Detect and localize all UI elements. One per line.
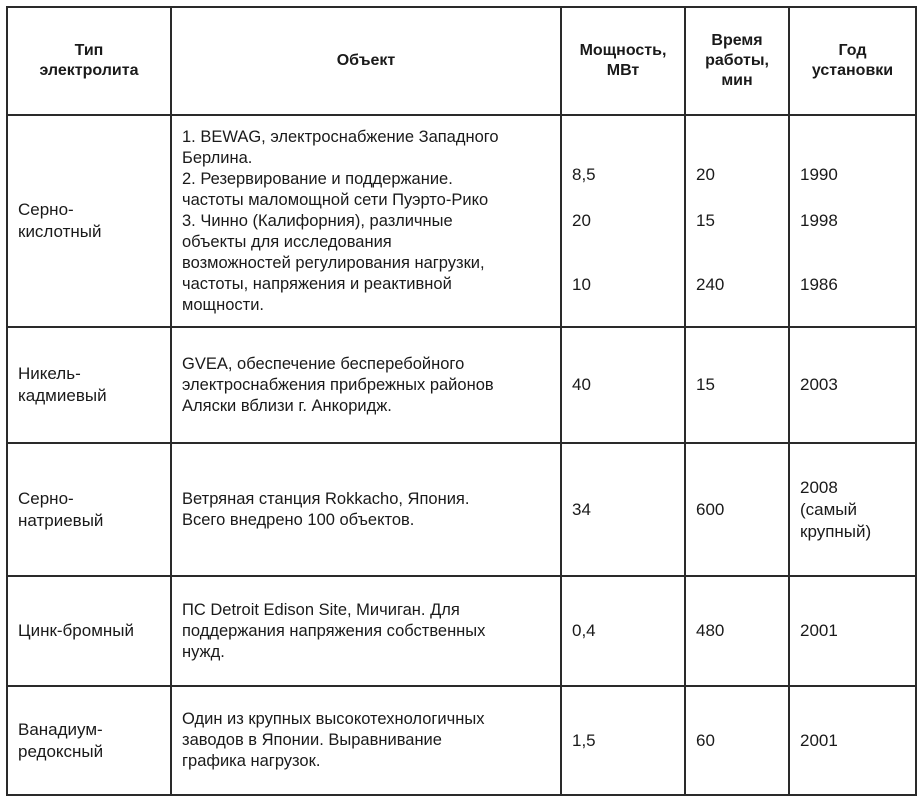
table-row [7,115,916,327]
header-year: Год установки [789,7,916,115]
cell-object: ПС Detroit Edison Site, Мичиган. Для поддержания напряжения собственных нужд. [171,576,561,686]
cell-electrolyte-type: Никель- кадмиевый [7,327,171,443]
header-electrolyte-type: Тип электролита [7,7,171,115]
table-row [7,576,916,686]
cell-duration: 600 [685,443,789,576]
cell-power: 0,4 [561,576,685,686]
cell-electrolyte-type: Ванадиум- редоксный [7,686,171,795]
cell-electrolyte-type: Серно- кислотный [7,115,171,327]
cell-year: 1990 1998 1986 [789,115,916,327]
cell-year: 2003 [789,327,916,443]
table-row [7,443,916,576]
cell-duration: 15 [685,327,789,443]
table-row [7,327,916,443]
cell-power: 8,5 20 10 [561,115,685,327]
cell-object: Ветряная станция Rokkacho, Япония. Всего внедрено 100 объектов. [171,443,561,576]
cell-duration: 20 15 240 [685,115,789,327]
cell-electrolyte-type: Серно- натриевый [7,443,171,576]
header-duration: Время работы, мин [685,7,789,115]
cell-year: 2001 [789,576,916,686]
cell-electrolyte-type: Цинк-бромный [7,576,171,686]
cell-year: 2001 [789,686,916,795]
cell-power: 1,5 [561,686,685,795]
header-object: Объект [171,7,561,115]
cell-object: 1. BEWAG, электроснабжение Западного Берлина. 2. Резервирование и поддержание. частоты маломощной сети Пуэрто-Рико 3. Чинно (Калифорния), различные объекты для исследования возможностей регулирования нагрузки, частоты, напряжения и реактивной мощности. [171,115,561,327]
table-header-row [7,7,916,115]
cell-power: 40 [561,327,685,443]
battery-storage-table [6,6,917,796]
cell-duration: 480 [685,576,789,686]
header-power: Мощность, МВт [561,7,685,115]
cell-object: Один из крупных высокотехнологичных заводов в Японии. Выравнивание графика нагрузок. [171,686,561,795]
table-row [7,686,916,795]
cell-duration: 60 [685,686,789,795]
cell-year: 2008 (самый крупный) [789,443,916,576]
cell-power: 34 [561,443,685,576]
cell-object: GVEA, обеспечение бесперебойного электроснабжения прибрежных районов Аляски вблизи г. Анкоридж. [171,327,561,443]
